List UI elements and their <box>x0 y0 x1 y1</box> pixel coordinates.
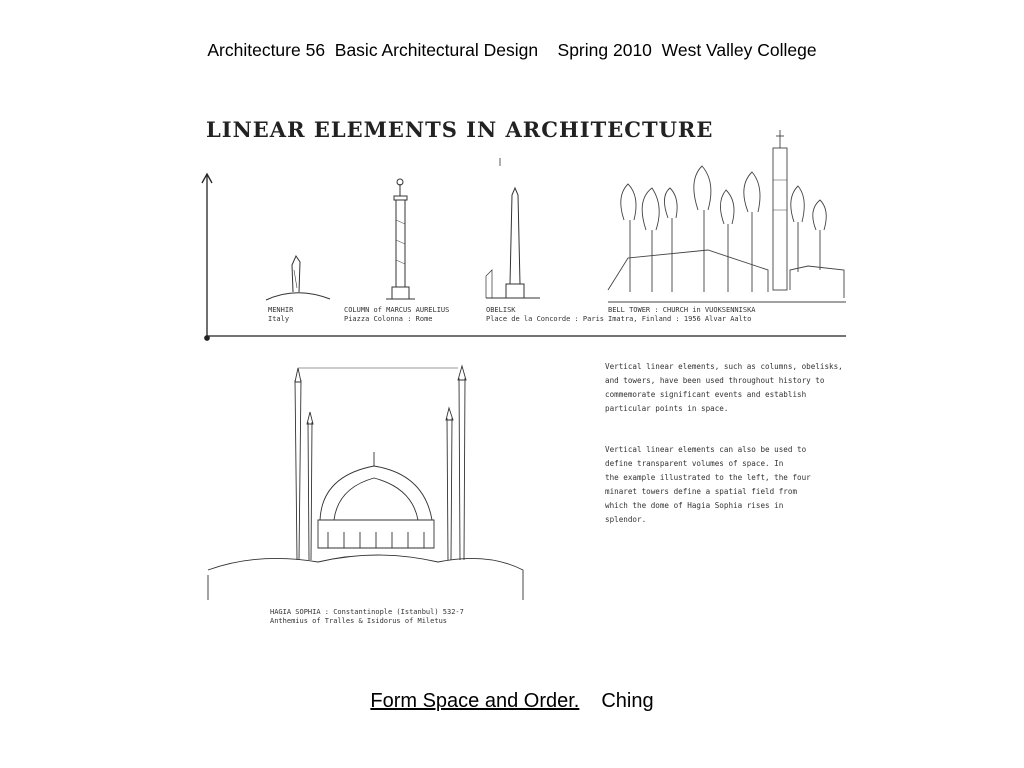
notes-paragraph-2: Vertical linear elements can also be used to define transparent volumes of space. In the example illustrated to the left, the four minaret towers define a spatial field from which the dome of Hagia Sophia rises in splendor. <box>605 445 811 524</box>
book-title-link[interactable]: Form Space and Order. <box>370 690 580 712</box>
bell-tower-sketch <box>608 130 846 302</box>
term-college: Spring 2010 West Valley College <box>557 40 817 60</box>
book-author: Ching <box>601 690 654 712</box>
bell-tower-label: BELL TOWER : CHURCH in VUOKSENNISKA Imatra, Finland : 1956 Alvar Aalto <box>608 306 756 323</box>
obelisk-label: OBELISK Place de la Concorde : Paris <box>486 306 605 323</box>
vertical-axis-arrow <box>202 174 212 340</box>
menhir-label: MENHIR Italy <box>268 306 294 323</box>
slide-header <box>0 40 1024 61</box>
column-label: COLUMN of MARCUS AURELIUS Piazza Colonna : Rome <box>344 306 450 323</box>
column-sketch <box>386 179 415 299</box>
slide-footer <box>0 690 1024 713</box>
hagia-sophia-sketch <box>208 366 523 600</box>
linear-elements-drawing <box>168 100 858 640</box>
obelisk-sketch <box>486 158 540 298</box>
course-title: Architecture 56 Basic Architectural Design <box>207 40 539 60</box>
textbook-plate <box>168 100 858 640</box>
hagia-sophia-label: HAGIA SOPHIA : Constantinople (Istanbul) 532-7 Anthemius of Tralles & Isidorus of Miletus <box>270 608 464 625</box>
menhir-sketch <box>266 256 330 300</box>
notes-paragraph-1: Vertical linear elements, such as columns, obelisks, and towers, have been used throughout history to commemorate significant events and establish particular points in space. <box>605 362 843 413</box>
plate-title: LINEAR ELEMENTS IN ARCHITECTURE <box>206 117 714 142</box>
